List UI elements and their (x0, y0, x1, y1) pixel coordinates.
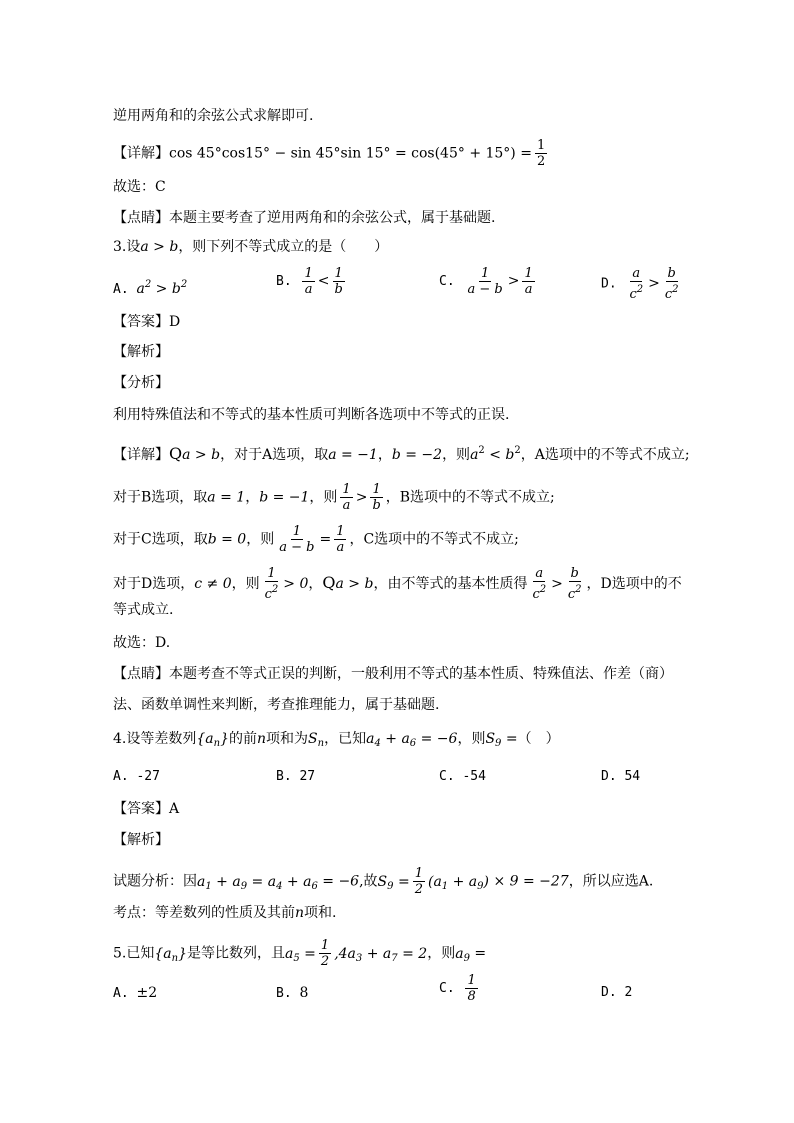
text-segment: ，则 (442, 447, 471, 463)
text-segment: ，则 (309, 489, 338, 506)
option-label: C. (439, 274, 455, 289)
math-n: n (295, 905, 305, 921)
fraction: $\frac{1}{a - b}$ (279, 524, 315, 555)
text-segment: ，则 (457, 731, 486, 747)
q3-prompt: ，则下列不等式成立的是（ ） (178, 239, 389, 255)
option-label: A. (113, 986, 129, 1001)
option-label: A. (113, 282, 129, 297)
text-segment: ，已知 (324, 731, 367, 747)
math-gt-zero: > 0 (283, 576, 309, 592)
math-equals: = −6 (322, 873, 360, 890)
q3-answer-choice: 故选：D. (113, 635, 171, 651)
fraction-denominator: 2 (536, 154, 546, 169)
text-segment: 的前 (229, 731, 257, 747)
q3-option-a: A. $a^2 > b^2$ (113, 279, 188, 297)
text-segment: ，C选项中的不等式不成立; (349, 531, 519, 548)
text-segment: ，则 (427, 945, 456, 962)
question-3-stem (113, 237, 388, 257)
q3-number: 3.设 (113, 239, 141, 255)
text-segment: 对于B选项，取 (113, 489, 208, 506)
math-a-gt-b: a > b (335, 576, 374, 592)
math-lt-b: < b (484, 447, 515, 463)
fraction-denominator: 8 (467, 989, 476, 1004)
question-4-stem: 4.设等差数列$\{a_n\}$的前n项和为$S_n$，已知$a_4 + a_6 = -6$，则$S_9$ =（ ） (113, 731, 560, 749)
comment-cosine: 【点睛】本题主要考查了逆用两角和的余弦公式，属于基础题. (113, 210, 496, 226)
cosine-formula: cos 45°cos15° − sin 45°sin 15° = cos(45° + 15°) = (169, 145, 532, 162)
math-n: n (257, 731, 267, 747)
math-equals: = (474, 945, 487, 962)
tag-detail: 【详解】 (113, 447, 169, 463)
math-result: × 9 = −27 (493, 873, 569, 890)
text-line-cosine-hint: 逆用两角和的余弦公式求解即可. (113, 108, 314, 124)
math-a-value: a = 1 (207, 489, 246, 506)
q4-solution: 试题分析：因$a_1 + a_9 = a_4 + a_6 = -6$,故$S_9$ = $\frac{1}{2}$ $(a_1 + a_9) \times 9 = -27$，所以应选A. (113, 866, 654, 897)
q5-option-a (113, 983, 157, 1004)
fraction: $\frac{1}{b}$ (372, 482, 381, 513)
q3-comment-2: 法、函数单调性来判断，考查推理能力，属于基础题. (113, 697, 440, 713)
q3-answer: 【答案】D (113, 314, 181, 330)
text-segment: 考点：等差数列的性质及其前 (113, 905, 295, 921)
q4-option-b: B. 27 (276, 769, 316, 784)
fraction-one-half: $\frac{1}{2}$ (414, 866, 423, 897)
q3-detail-line-2: 对于B选项，取a = 1，b = −1，则 $\frac{1}{a}$ > $\frac{1}{b}$ ，B选项中的不等式不成立; (113, 482, 555, 513)
text-segment: 是等比数列，且 (187, 945, 285, 962)
q3-condition: a > b (140, 239, 179, 255)
q3-analysis-heading: 【解析】 (113, 344, 169, 360)
q5-option-b (276, 983, 308, 1004)
fraction: $\frac{1}{a}$ (342, 482, 351, 513)
fraction: $\frac{1}{c^2}$ (264, 566, 279, 602)
fraction-one-half (535, 138, 547, 169)
q5-number: 5.已知 (113, 945, 155, 962)
q3-detail-line-3: 对于C选项，取b = 0，则 $\frac{1}{a - b}$ = $\frac{1}{a}$ ，C选项中的不等式不成立; (113, 524, 519, 555)
text-segment: ，所以应选A. (568, 873, 654, 890)
tag-detail: 【详解】 (113, 145, 169, 162)
text-segment: ，则 (246, 531, 275, 548)
math-equals: = −6 (420, 731, 458, 747)
fraction-numerator: 1 (536, 138, 546, 153)
text-segment: ， (245, 489, 260, 506)
text-segment: 对于D选项， (113, 576, 195, 592)
q3-option-c: C. $\frac{1}{a - b}$ > $\frac{1}{a}$ (439, 266, 533, 297)
text-segment: ，对于A选项，取 (220, 447, 329, 463)
detail-cosine (113, 138, 550, 169)
because-symbol: Q (169, 444, 183, 463)
text-segment: 试题分析：因 (113, 873, 197, 890)
q3-detail-line-5: 等式成立. (113, 602, 174, 618)
q5-option-c (439, 973, 481, 1004)
q3-comment-1: 【点睛】本题考查不等式正误的判断，一般利用不等式的基本性质、特殊值法、作差（商） (113, 666, 673, 682)
text-segment: =（ ） (505, 731, 560, 747)
q4-analysis-heading: 【解析】 (113, 832, 169, 848)
q4-option-a: A. -27 (113, 769, 160, 784)
option-label: C. (439, 981, 455, 996)
fraction-numerator: 1 (467, 973, 476, 988)
fraction-one-half: $\frac{1}{2}$ (320, 938, 330, 969)
math-c-nonzero: c ≠ 0 (194, 576, 232, 592)
option-value: ±2 (136, 985, 158, 1001)
q5-option-d: D. 2 (601, 985, 633, 1000)
option-label: D. (601, 276, 617, 292)
math-a: a (470, 447, 479, 463)
text-segment: ，B选项中的不等式不成立; (385, 489, 555, 506)
text-segment: ，则 (231, 576, 260, 592)
q3-fenxi-text: 利用特殊值法和不等式的基本性质可判断各选项中不等式的正误. (113, 407, 510, 423)
fraction: $\frac{a}{c^2}$ (532, 566, 547, 602)
math-a-gt-b: a > b (182, 447, 221, 463)
q4-option-d: D. 54 (601, 769, 641, 784)
question-5-stem: 5.已知$\{a_n\}$是等比数列，且$a_5$ = $\frac{1}{2}$ $,4a_3 + a_7 = 2$，则$a_9$ = (113, 938, 487, 969)
q3-detail-line-1: 【详解】Qa > b，对于A选项，取a = −1，b = −2，则$a^2 < b^2$，A选项中的不等式不成立; (113, 444, 690, 463)
fraction: $\frac{b}{c^2}$ (567, 566, 582, 602)
q4-number: 4.设等差数列 (113, 731, 197, 747)
fraction-one-eighth (465, 973, 477, 1004)
text-segment: ，A选项中的不等式不成立; (520, 447, 690, 463)
math-b-value: b = −1 (259, 489, 310, 506)
q3-detail-line-4: 对于D选项，c ≠ 0，则 $\frac{1}{c^2}$ > 0，Qa > b，由不等式的基本性质得 $\frac{a}{c^2}$ > $\frac{b}{c^2}$ ，D选项中的不 (113, 566, 682, 602)
answer-choice-c: 故选：C (113, 179, 166, 195)
q4-knowledge-point (113, 903, 336, 923)
math-b-value: b = −2 (391, 447, 443, 463)
text-segment: ，由不等式的基本性质得 (373, 576, 528, 592)
because-symbol: Q (322, 573, 336, 592)
text-segment: 项和. (304, 905, 337, 921)
text-segment: ， (308, 576, 323, 592)
text-segment: 项和为 (266, 731, 309, 747)
q4-option-c: C. -54 (439, 769, 486, 784)
q4-answer: 【答案】A (113, 801, 180, 817)
text-segment: 对于C选项，取 (113, 531, 208, 548)
q3-fenxi-heading: 【分析】 (113, 375, 169, 391)
option-label: B. (276, 986, 292, 1001)
math-a-value: a = −1 (328, 447, 378, 463)
math-b-value: b = 0 (207, 531, 247, 548)
q3-option-b: B. $\frac{1}{a}$ < $\frac{1}{b}$ (276, 266, 343, 297)
option-value: 8 (299, 985, 309, 1001)
text-segment: ，D选项中的不 (586, 576, 682, 592)
fraction: $\frac{1}{a}$ (336, 524, 345, 555)
text-segment: ， (377, 447, 392, 463)
q3-option-d: D. $\frac{a}{c^2}$ > $\frac{b}{c^2}$ (601, 266, 679, 302)
option-label: B. (276, 274, 292, 289)
text-segment: ,故 (359, 873, 378, 890)
